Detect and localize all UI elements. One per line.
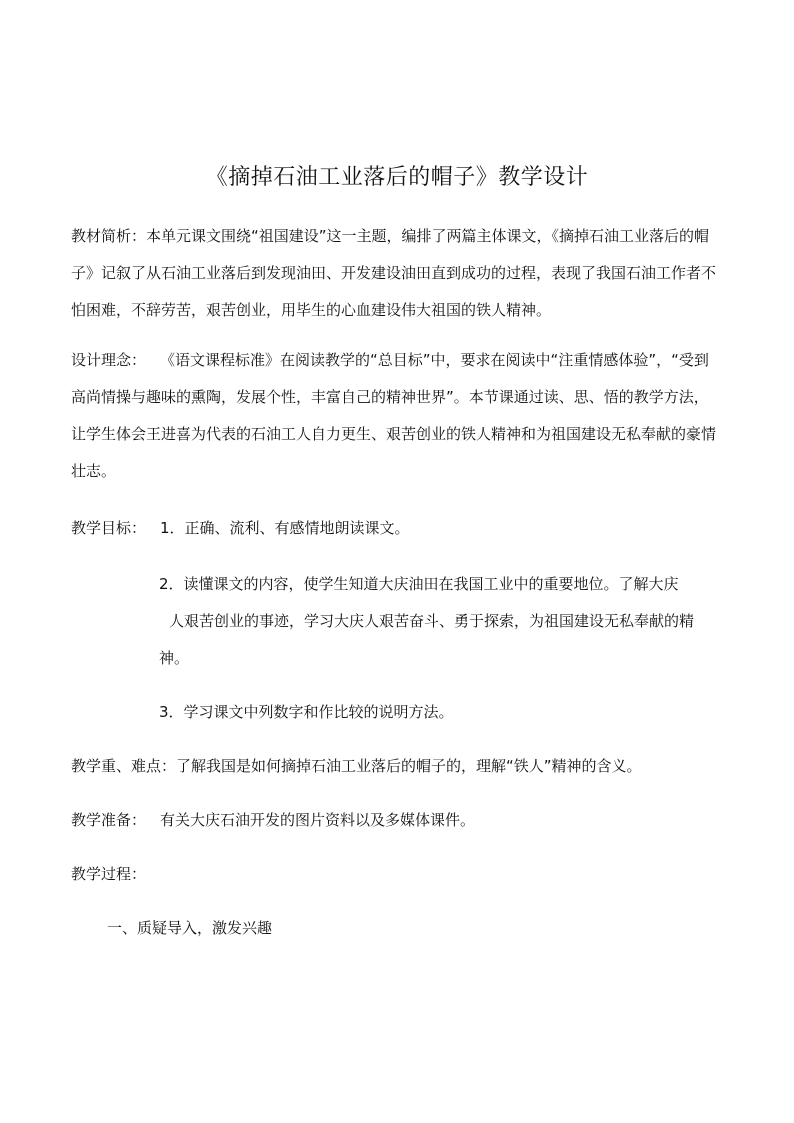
preparation-paragraph xyxy=(71,802,721,839)
goal-item-2-line1: 2．读懂课文的内容，使学生知道大庆油田在我国工业中的重要地位。了解大庆 xyxy=(159,575,679,593)
concept-label: 设计理念： xyxy=(71,351,147,369)
goal-item-1: 1．正确、流利、有感情地朗读课文。 xyxy=(160,519,410,537)
concept-paragraph xyxy=(71,342,721,490)
preparation-text: 有关大庆石油开发的图片资料以及多媒体课件。 xyxy=(160,811,476,829)
key-points-paragraph xyxy=(71,748,721,785)
goal-item-2-rest: 人艰苦创业的事迹，学习大庆人艰苦奋斗、勇于探索，为祖国建设无私奉献的精神。 xyxy=(159,612,695,667)
goal-item-3: 3．学习课文中列数字和作比较的说明方法。 xyxy=(159,703,454,721)
process-label: 教学过程： xyxy=(71,865,147,883)
preparation-label: 教学准备： xyxy=(71,811,147,829)
analysis-paragraph xyxy=(71,218,721,329)
section-1-heading: 一、质疑导入，激发兴趣 xyxy=(107,919,273,937)
concept-text: 《语文课程标准》在阅读教学的“总目标”中，要求在阅读中“注重情感体验”，“受到高尚情操与趣味的熏陶，发展个性，丰富自己的精神世界”。本节课通过读、思、悟的教学方法，让学生体会王进喜为代表的石油工人自力更生、艰苦创业的铁人精神和为祖国建设无私奉献的豪情壮志。 xyxy=(71,351,717,480)
goal-item-2 xyxy=(159,566,719,677)
key-points-label: 教学重、难点： xyxy=(71,757,177,775)
goals-label: 教学目标： xyxy=(71,519,147,537)
document-title: 《摘掉石油工业落后的帽子》教学设计 xyxy=(205,165,589,190)
analysis-label: 教材简析： xyxy=(71,227,147,245)
analysis-text: 本单元课文围绕“祖国建设”这一主题，编排了两篇主体课文，《摘掉石油工业落后的帽子》记叙了从石油工业落后到发现油田、开发建设油田直到成功的过程，表现了我国石油工作者不怕困难，不辞劳苦，艰苦创业，用毕生的心血建设伟大祖国的铁人精神。 xyxy=(71,227,717,319)
goals-paragraph xyxy=(71,510,721,547)
key-points-text: 了解我国是如何摘掉石油工业落后的帽子的，理解“铁人”精神的含义。 xyxy=(176,757,642,775)
